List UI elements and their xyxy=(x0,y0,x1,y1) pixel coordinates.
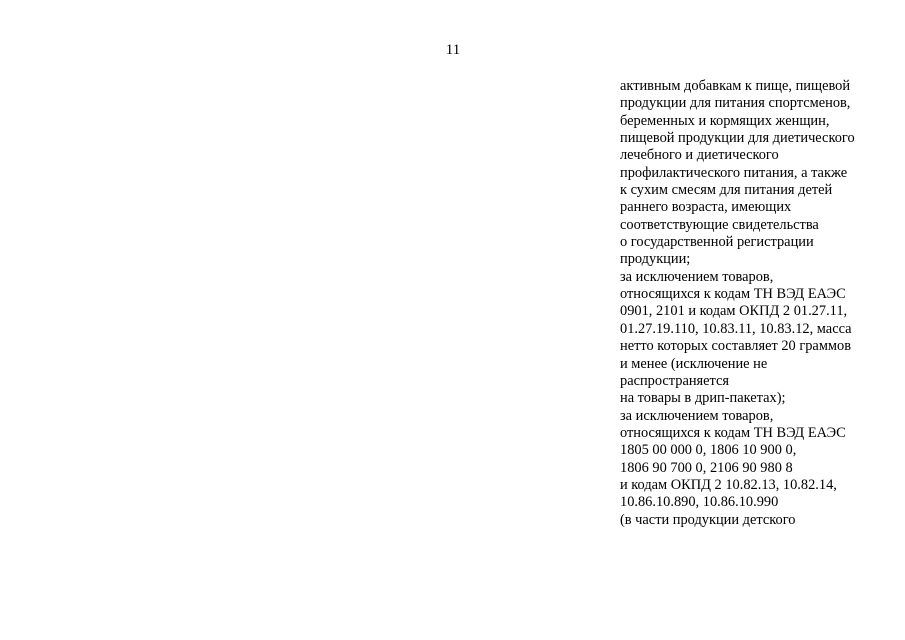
text-line: относящихся к кодам ТН ВЭД ЕАЭС xyxy=(620,286,846,303)
text-line: пищевой продукции для диетического xyxy=(620,130,855,147)
text-line: профилактического питания, а также xyxy=(620,164,848,181)
text-line: за исключением товаров, xyxy=(620,268,774,285)
text-line: 0901, 2101 и кодам ОКПД 2 01.27.11, xyxy=(620,303,848,320)
text-line: 01.27.19.110, 10.83.11, 10.83.12, масса xyxy=(620,320,852,337)
text-line: соответствующие свидетельства xyxy=(620,216,819,233)
text-line: относящихся к кодам ТН ВЭД ЕАЭС xyxy=(620,424,846,441)
text-line: на товары в дрип-пакетах); xyxy=(620,390,786,407)
text-line: 10.86.10.890, 10.86.10.990 xyxy=(620,494,779,511)
text-line: нетто которых составляет 20 граммов xyxy=(620,338,852,355)
text-line: лечебного и диетического xyxy=(620,147,779,164)
text-line: 1805 00 000 0, 1806 10 900 0, xyxy=(620,442,797,459)
text-line: беременных и кормящих женщин, xyxy=(620,112,830,129)
text-line: (в части продукции детского xyxy=(620,511,796,528)
text-line: и кодам ОКПД 2 10.82.13, 10.82.14, xyxy=(620,476,837,493)
document-text-column xyxy=(620,78,902,529)
text-line: раннего возраста, имеющих xyxy=(620,199,792,216)
text-line: к сухим смесям для питания детей xyxy=(620,182,833,199)
page-number: 11 xyxy=(445,42,461,58)
text-line: активным добавкам к пище, пищевой xyxy=(620,78,851,94)
text-line: 1806 90 700 0, 2106 90 980 8 xyxy=(620,459,793,476)
text-line: распространяется xyxy=(620,372,730,389)
text-line: продукции для питания спортсменов, xyxy=(620,95,851,112)
text-line: и менее (исключение не xyxy=(620,355,768,372)
text-line: продукции; xyxy=(620,251,691,268)
text-line: о государственной регистрации xyxy=(620,234,814,251)
text-line: за исключением товаров, xyxy=(620,407,774,424)
